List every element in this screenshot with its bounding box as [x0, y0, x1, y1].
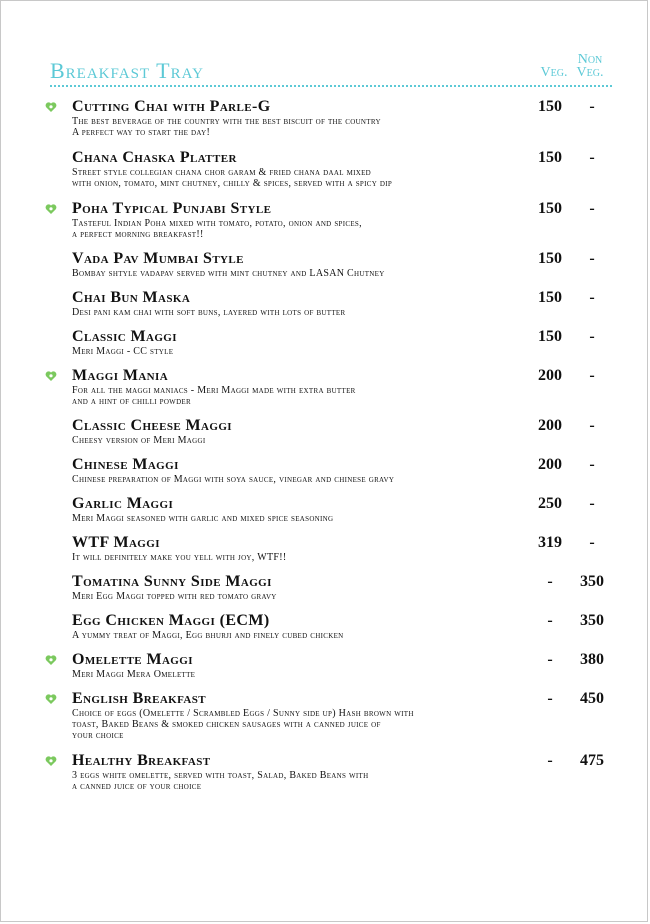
veg-price: -: [547, 690, 553, 707]
nonveg-price: -: [589, 534, 595, 551]
veg-price: -: [547, 752, 553, 769]
item-description: Meri Egg Maggi topped with red tomato gravy: [72, 591, 277, 602]
veg-price: 150: [538, 200, 562, 217]
menu-item: [72, 613, 612, 641]
nonveg-price: -: [589, 289, 595, 306]
item-name: English Breakfast: [72, 690, 207, 707]
menu-item: [72, 99, 612, 138]
veg-price: 200: [538, 367, 562, 384]
item-description: For all the maggi maniacs - Meri Maggi made with extra butter and a hint of chilli powder: [72, 385, 356, 407]
nonveg-price: 475: [580, 752, 604, 769]
menu-item: [72, 691, 612, 741]
item-description: It will definitely make you yell with joy, WTF!!: [72, 552, 287, 563]
veg-price: 150: [538, 289, 562, 306]
nonveg-column-header: [568, 53, 612, 79]
nonveg-price: -: [589, 456, 595, 473]
item-description: Cheesy version of Meri Maggi: [72, 435, 206, 446]
item-name: Tomatina Sunny Side Maggi: [72, 573, 272, 590]
nonveg-price: -: [589, 149, 595, 166]
veg-price: 150: [538, 328, 562, 345]
veg-price: 200: [538, 456, 562, 473]
item-description: Chinese preparation of Maggi with soya sauce, vinegar and chinese gravy: [72, 474, 395, 485]
item-name: Healthy Breakfast: [72, 752, 211, 769]
item-name: Omelette Maggi: [72, 651, 193, 668]
nonveg-price: 450: [580, 690, 604, 707]
item-name: Garlic Maggi: [72, 495, 174, 512]
veg-price: 150: [538, 149, 562, 166]
item-description: Street style collegian chana chor garam & fried chana daal mixed with onion, tomato, mint chutney, chilly & spices, served with a spicy dip: [72, 167, 393, 189]
item-description: A yummy treat of Maggi, Egg bhurji and finely cubed chicken: [72, 630, 344, 641]
item-description: 3 eggs white omelette, served with toast, Salad, Baked Beans with a canned juice of your choice: [72, 770, 369, 792]
menu-item: [72, 418, 612, 446]
veg-price: -: [547, 573, 553, 590]
nonveg-price: -: [589, 417, 595, 434]
nonveg-price: 350: [580, 612, 604, 629]
item-name: Classic Maggi: [72, 328, 177, 345]
item-description: The best beverage of the country with the best biscuit of the country A perfect way to start the day!: [72, 116, 381, 138]
veg-column-header: Veg.: [540, 65, 568, 80]
nonveg-price: -: [589, 328, 595, 345]
veg-price: -: [547, 612, 553, 629]
veg-price: 200: [538, 417, 562, 434]
nonveg-header-line1: Non: [577, 52, 603, 67]
veg-price: 319: [538, 534, 562, 551]
section-title: Breakfast Tray: [50, 58, 204, 83]
item-description: Choice of eggs (Omelette / Scrambled Eggs / Sunny side up) Hash brown with toast, Baked Beans & smoked chicken sausages with a canned juice of your choice: [72, 708, 414, 741]
menu-item: [72, 329, 612, 357]
heart-veg-icon: [45, 370, 57, 382]
header-divider: [50, 85, 612, 89]
item-name: Maggi Mania: [72, 367, 169, 384]
nonveg-price: -: [589, 200, 595, 217]
item-name: Poha Typical Punjabi Style: [72, 200, 272, 217]
veg-price: 250: [538, 495, 562, 512]
item-name: Cutting Chai with Parle-G: [72, 98, 271, 115]
item-name: Chai Bun Maska: [72, 289, 191, 306]
item-name: WTF Maggi: [72, 534, 160, 551]
menu-item: [72, 457, 612, 485]
heart-veg-icon: [45, 203, 57, 215]
menu-item: [72, 150, 612, 189]
item-name: Egg Chicken Maggi (ECM): [72, 612, 270, 629]
nonveg-price: -: [589, 367, 595, 384]
menu-item: [72, 290, 612, 318]
item-name: Classic Cheese Maggi: [72, 417, 232, 434]
heart-veg-icon: [45, 101, 57, 113]
heart-veg-icon: [45, 755, 57, 767]
menu-item: [72, 201, 612, 240]
veg-price: -: [547, 651, 553, 668]
veg-price: 150: [538, 250, 562, 267]
menu-item: [72, 496, 612, 524]
nonveg-price: 380: [580, 651, 604, 668]
item-description: Meri Maggi seasoned with garlic and mixed spice seasoning: [72, 513, 334, 524]
nonveg-price: 350: [580, 573, 604, 590]
menu-item: [72, 753, 612, 792]
menu-item: [72, 652, 612, 680]
nonveg-header-line2: Veg.: [576, 65, 604, 80]
item-description: Bombay shtyle vadapav served with mint chutney and LASAN Chutney: [72, 268, 385, 279]
item-name: Chana Chaska Platter: [72, 149, 237, 166]
item-description: Meri Maggi Mera Omelette: [72, 669, 196, 680]
item-description: Desi pani kam chai with soft buns, layered with lots of butter: [72, 307, 346, 318]
item-description: Tasteful Indian Poha mixed with tomato, potato, onion and spices, a perfect morning breakfast!!: [72, 218, 362, 240]
nonveg-price: -: [589, 98, 595, 115]
nonveg-price: -: [589, 495, 595, 512]
veg-price: 150: [538, 98, 562, 115]
item-name: Chinese Maggi: [72, 456, 179, 473]
item-name: Vada Pav Mumbai Style: [72, 250, 244, 267]
nonveg-price: -: [589, 250, 595, 267]
menu-item: [72, 535, 612, 563]
menu-item: [72, 251, 612, 279]
item-description: Meri Maggi - CC style: [72, 346, 174, 357]
menu-item: [72, 368, 612, 407]
heart-veg-icon: [45, 654, 57, 666]
menu-item: [72, 574, 612, 602]
heart-veg-icon: [45, 693, 57, 705]
section-header: [50, 53, 612, 93]
